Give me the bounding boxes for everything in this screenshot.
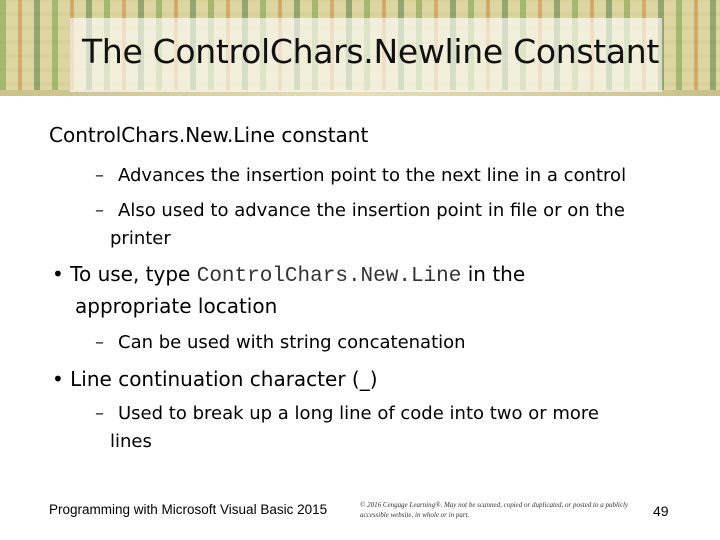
sub-item-continuation: printer (110, 228, 171, 249)
bullet-text-prefix: To use, type (70, 262, 197, 286)
dash-marker: – (95, 165, 104, 186)
sub-item-text: Advances the insertion point to the next line in a control (118, 165, 627, 186)
dash-marker: – (95, 200, 104, 221)
sub-item-text: Used to break up a long line of code into two or more (118, 403, 600, 424)
bullet-continuation: appropriate location (75, 294, 278, 318)
footer-book-title: Programming with Microsoft Visual Basic 2015 (49, 502, 328, 517)
dash-marker: – (95, 332, 104, 353)
bullet-to-use (52, 262, 525, 288)
bullet-text-suffix: in the (461, 262, 526, 286)
sub-item-break-up (95, 403, 599, 424)
slide-title: The ControlChars.Newline Constant (82, 32, 660, 71)
section-heading: ControlChars.New.Line constant (49, 123, 369, 147)
page-number: 49 (653, 503, 669, 519)
footer-copyright: © 2016 Cengage Learning®. May not be scanned, copied or duplicated, or posted to a publicly accessible website, in whole or in part. (360, 501, 629, 519)
bullet-marker: • (52, 367, 64, 391)
sub-item-continuation: lines (110, 431, 152, 452)
dash-marker: – (95, 403, 104, 424)
bullet-line-continuation (52, 367, 378, 391)
sub-item-also-used (95, 200, 625, 221)
sub-item-text: Also used to advance the insertion point in file or on the (118, 200, 625, 221)
code-snippet: ControlChars.New.Line (196, 265, 462, 288)
bullet-text: Line continuation character (_) (70, 367, 378, 391)
bullet-marker: • (52, 262, 64, 286)
sub-item-advances (95, 165, 626, 186)
sub-item-text: Can be used with string concatenation (118, 332, 466, 353)
sub-item-concatenation (95, 332, 466, 353)
